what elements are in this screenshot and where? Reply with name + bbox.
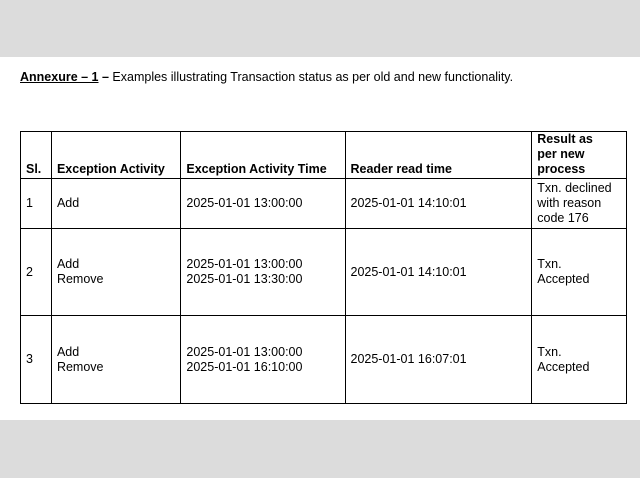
cell-sl: 3 bbox=[21, 316, 52, 404]
result-line: Txn. bbox=[537, 257, 562, 271]
header-sl: Sl. bbox=[21, 132, 52, 179]
cell-result bbox=[532, 179, 627, 229]
result-line: Accepted bbox=[537, 359, 590, 374]
table-row bbox=[21, 179, 627, 229]
cell-activity-time bbox=[181, 316, 345, 404]
cell-activity bbox=[51, 179, 180, 229]
caption-text: Examples illustrating Transaction status as per old and new functionality. bbox=[112, 70, 514, 84]
activity-time-line: 2025-01-01 16:10:00 bbox=[186, 359, 303, 374]
activity-time-line: 2025-01-01 13:00:00 bbox=[186, 196, 303, 210]
header-result-line: process bbox=[537, 162, 586, 176]
activity-line: Add bbox=[56, 257, 80, 271]
cell-activity bbox=[51, 316, 180, 404]
document-page bbox=[0, 57, 640, 420]
table-row bbox=[21, 229, 627, 316]
header-result bbox=[532, 132, 627, 179]
activity-time-line: 2025-01-01 13:00:00 bbox=[186, 257, 303, 271]
table-row bbox=[21, 316, 627, 404]
header-reader-read-time: Reader read time bbox=[345, 132, 532, 179]
cell-reader-time: 2025-01-01 14:10:01 bbox=[345, 179, 532, 229]
cell-sl: 2 bbox=[21, 229, 52, 316]
header-result-line: Result as bbox=[537, 132, 593, 146]
annexure-label: Annexure – 1 bbox=[20, 70, 99, 84]
caption-separator: – bbox=[98, 70, 113, 84]
cell-result bbox=[532, 316, 627, 404]
result-line: with reason bbox=[537, 196, 602, 210]
result-line: Accepted bbox=[537, 272, 590, 286]
header-exception-activity-time: Exception Activity Time bbox=[181, 132, 345, 179]
result-line: code 176 bbox=[537, 211, 589, 225]
cell-reader-time: 2025-01-01 14:10:01 bbox=[345, 229, 532, 316]
cell-result bbox=[532, 229, 627, 316]
table-header-row bbox=[21, 132, 627, 179]
cell-activity-time bbox=[181, 179, 345, 229]
header-result-line: per new bbox=[537, 147, 585, 161]
activity-line: Remove bbox=[56, 359, 104, 374]
activity-line: Remove bbox=[56, 272, 104, 286]
cell-sl: 1 bbox=[21, 179, 52, 229]
result-line: Txn. declined bbox=[537, 181, 612, 195]
cell-reader-time: 2025-01-01 16:07:01 bbox=[345, 316, 532, 404]
activity-time-line: 2025-01-01 13:00:00 bbox=[186, 344, 303, 359]
transaction-status-table bbox=[20, 131, 627, 404]
activity-line: Add bbox=[56, 196, 80, 210]
header-exception-activity: Exception Activity bbox=[51, 132, 180, 179]
cell-activity bbox=[51, 229, 180, 316]
annexure-caption bbox=[20, 70, 513, 84]
activity-time-line: 2025-01-01 13:30:00 bbox=[186, 272, 303, 286]
cell-activity-time bbox=[181, 229, 345, 316]
activity-line: Add bbox=[56, 344, 80, 359]
result-line: Txn. bbox=[537, 344, 562, 359]
